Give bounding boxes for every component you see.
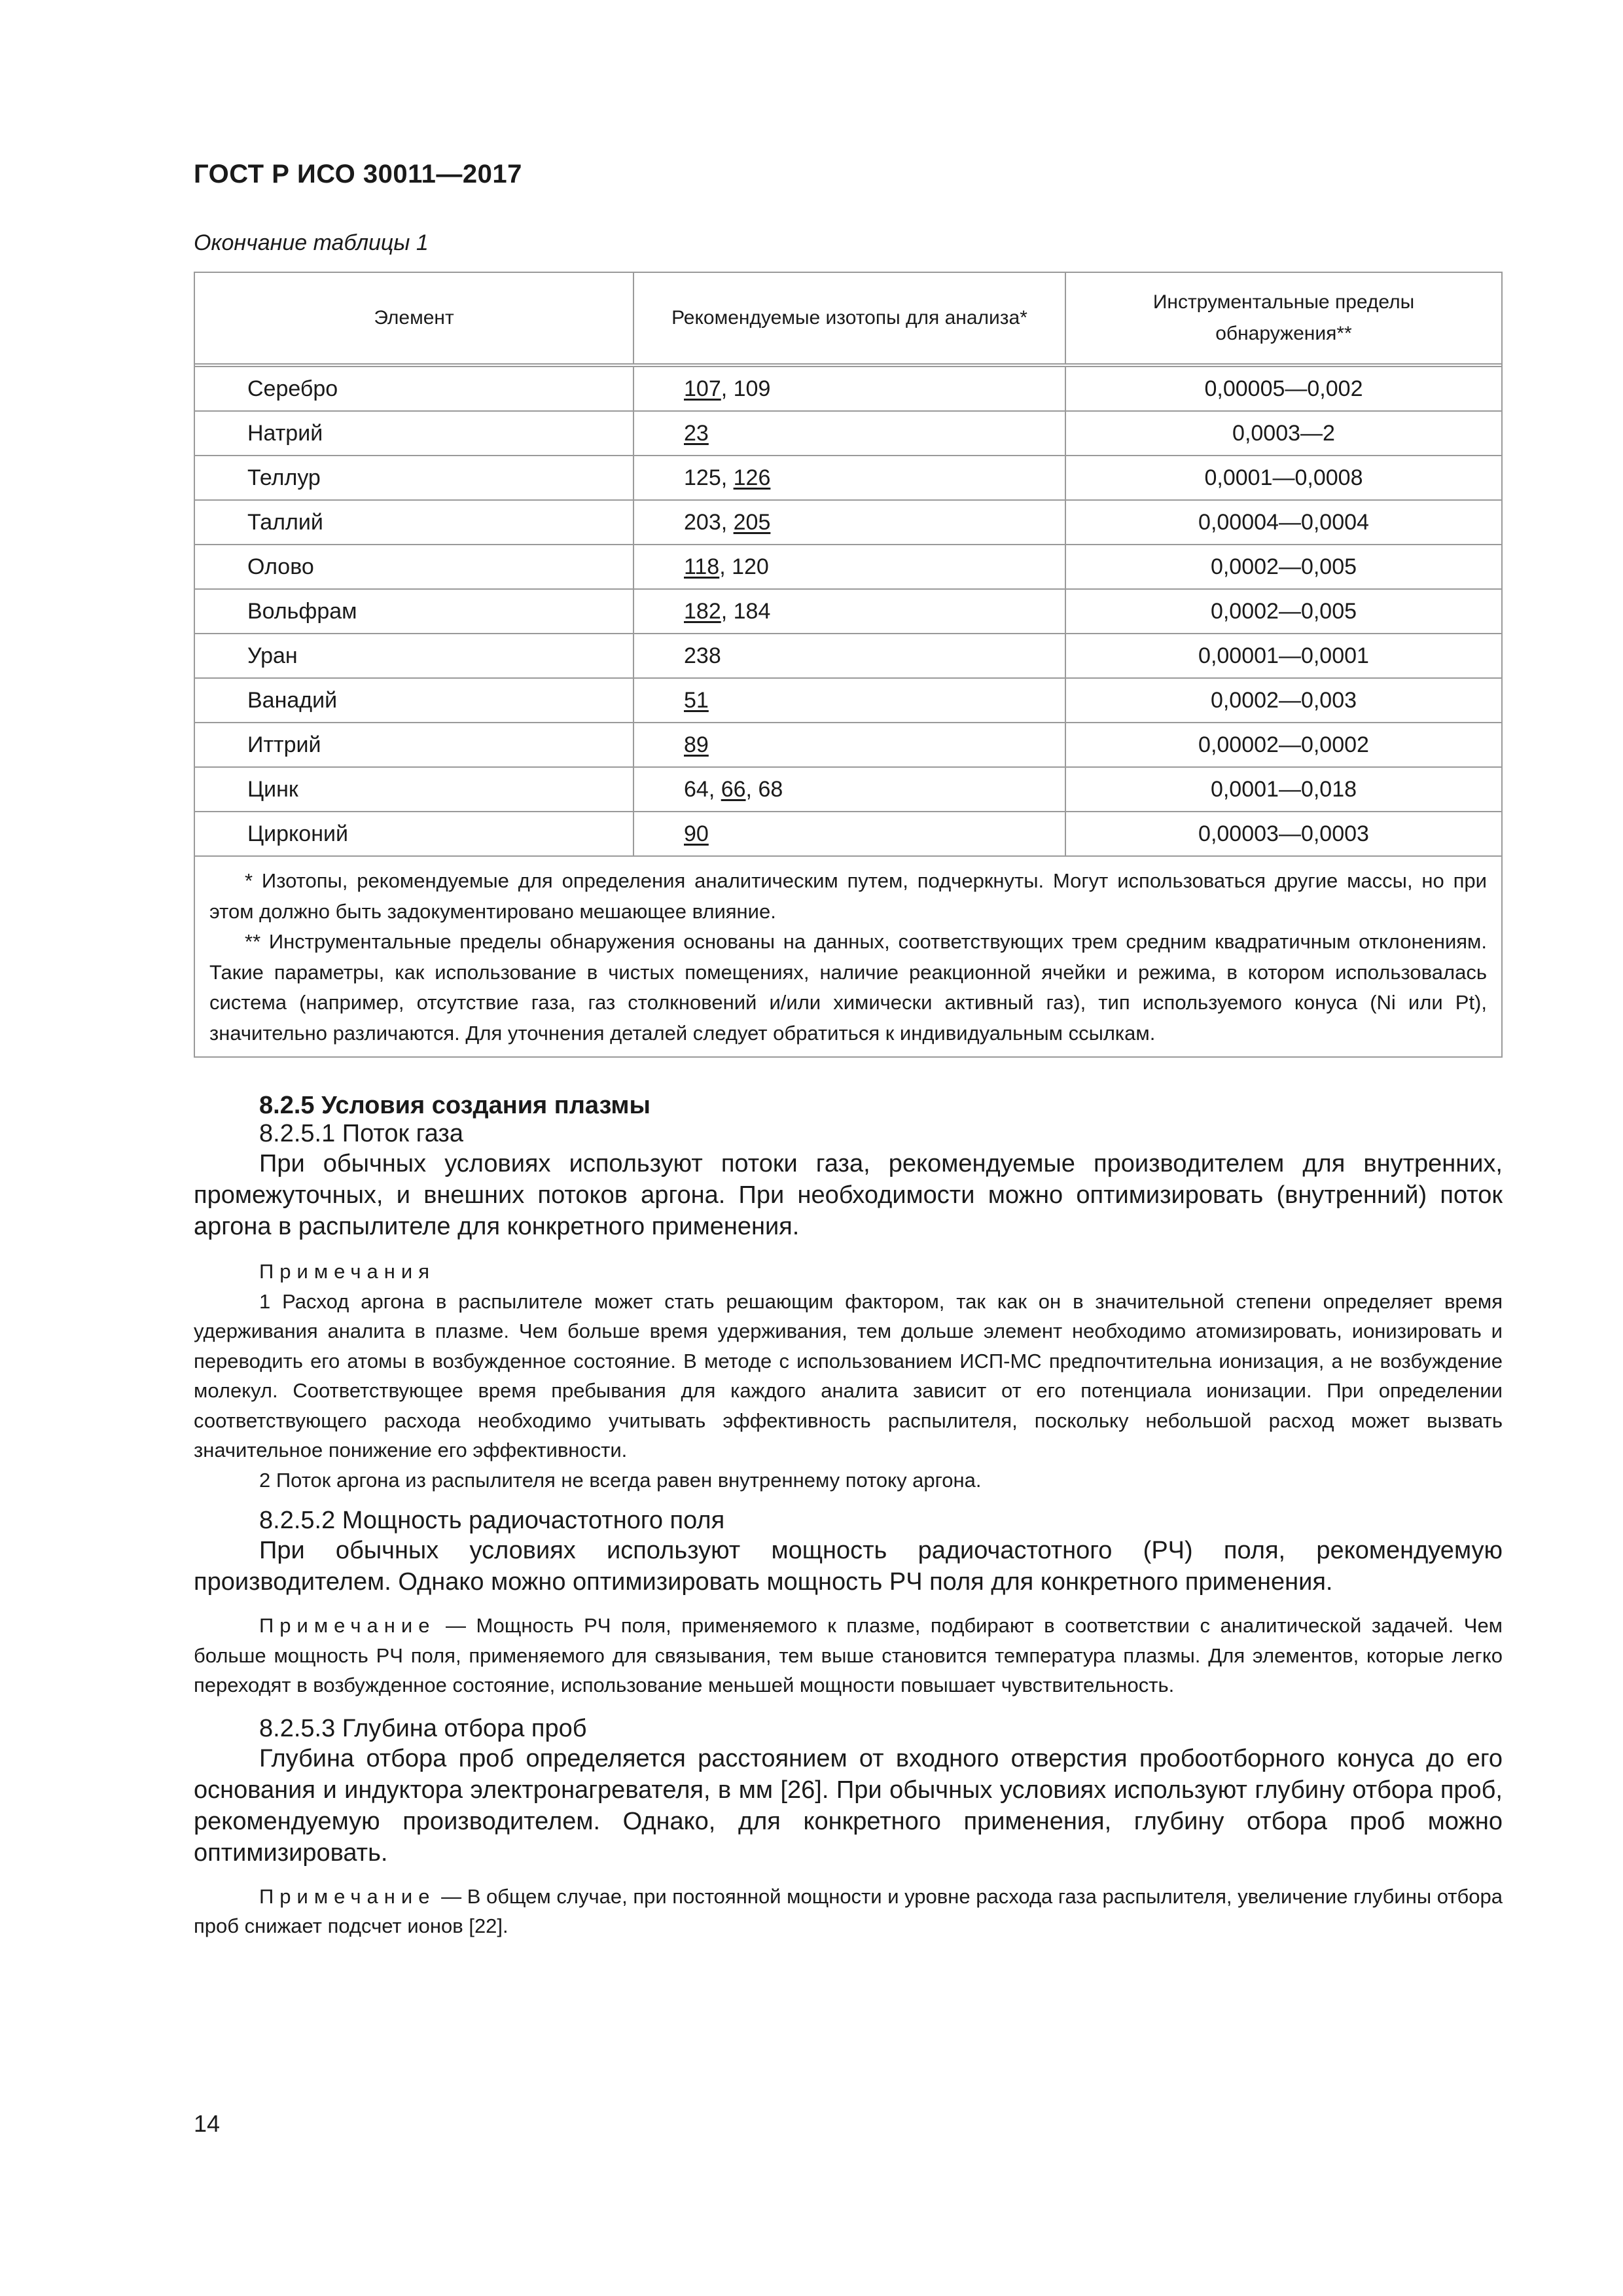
cell-element: Вольфрам xyxy=(195,589,633,634)
cell-element: Уран xyxy=(195,634,633,678)
table-row xyxy=(195,500,1501,545)
cell-element: Цирконий xyxy=(195,812,633,856)
isotope-recommended: 126 xyxy=(733,465,771,490)
isotope-recommended: 89 xyxy=(684,732,709,757)
isotope-plain: 203, xyxy=(684,509,734,535)
cell-isotopes xyxy=(633,767,1065,812)
table-footnotes xyxy=(195,857,1501,1056)
isotope-recommended: 66 xyxy=(721,776,746,802)
isotope-recommended: 205 xyxy=(733,509,771,535)
cell-limits: 0,00005—0,002 xyxy=(1065,365,1501,411)
cell-isotopes xyxy=(633,723,1065,767)
cell-limits: 0,0002—0,005 xyxy=(1065,589,1501,634)
document-header: ГОСТ Р ИСО 30011—2017 xyxy=(194,160,522,188)
isotope-plain: 238 xyxy=(684,643,721,668)
table-header-row xyxy=(195,273,1501,365)
sampling-depth-paragraph: Глубина отбора проб определяется расстоянием от входного отверстия пробоотборного конуса до его основания и индуктора электронагревателя, в мм [26]. При обычных условиях используют глубину отбора проб, рекомендуемую производителем. Однако, для конкретного применения, глубину отбора проб можно оптимизировать. xyxy=(194,1744,1503,1867)
section-8-2-5 xyxy=(194,1092,1503,1941)
table-row xyxy=(195,812,1501,856)
cell-limits: 0,0003—2 xyxy=(1065,411,1501,456)
footnote-limits: ** Инструментальные пределы обнаружения основаны на данных, соответствующих трем средним квадратичным отклонениям. Такие параметры, как использование в чистых помещениях, наличие реакционной ячейки и режима, в котором использовалась система (например, отсутствие газа, газ столкновений и/или химически активный газ), тип используемого конуса (Ni или Pt), значительно различаются. Для уточнения деталей следует обратиться к индивидуальным ссылкам. xyxy=(209,930,1487,1045)
notes-label: Примечания xyxy=(259,1260,435,1283)
sampling-depth-note: Примечание — В общем случае, при постоянной мощности и уровне расхода газа распылителя, увеличение глубины отбора проб снижает подсчет ионов [22]. xyxy=(194,1884,1503,1937)
cell-limits: 0,00003—0,0003 xyxy=(1065,812,1501,856)
footnote-isotopes: * Изотопы, рекомендуемые для определения аналитическим путем, подчеркнуты. Могут использоваться другие массы, но при этом должно быть задокументировано мешающее влияние. xyxy=(209,869,1487,923)
table-row xyxy=(195,723,1501,767)
cell-limits: 0,00001—0,0001 xyxy=(1065,634,1501,678)
isotopes-table xyxy=(194,272,1503,1058)
cell-element: Ванадий xyxy=(195,678,633,723)
cell-element: Цинк xyxy=(195,767,633,812)
column-header-isotopes: Рекомендуемые изотопы для анализа* xyxy=(633,273,1065,365)
cell-isotopes xyxy=(633,678,1065,723)
section-heading: 8.2.5 Условия создания плазмы xyxy=(259,1092,651,1119)
gas-flow-paragraph: При обычных условиях используют потоки газа, рекомендуемые производителем для внутренних, промежуточных, и внешних потоков аргона. При необходимости можно оптимизировать (внутренний) поток аргона в распылителе для конкретного применения. xyxy=(194,1150,1503,1240)
cell-isotopes xyxy=(633,634,1065,678)
cell-limits: 0,00004—0,0004 xyxy=(1065,500,1501,545)
table-row xyxy=(195,678,1501,723)
table-row xyxy=(195,767,1501,812)
cell-element: Олово xyxy=(195,545,633,589)
rf-power-paragraph: При обычных условиях используют мощность радиочастотного (РЧ) поля, рекомендуемую производителем. Однако можно оптимизировать мощность РЧ поля для конкретного применения. xyxy=(194,1537,1503,1596)
table-row xyxy=(195,589,1501,634)
cell-limits: 0,0002—0,005 xyxy=(1065,545,1501,589)
table-row xyxy=(195,411,1501,456)
cell-isotopes xyxy=(633,812,1065,856)
isotope-plain: , 109 xyxy=(721,376,771,401)
isotope-recommended: 118 xyxy=(684,554,720,579)
note-1: 1 Расход аргона в распылителе может стать решающим фактором, так как он в значительной степени определяет время удерживания аналита в плазме. Чем больше время удерживания, тем дольше элемент необходимо атомизировать, ионизировать и переводить его атомы в возбужденное состояние. В методе с использованием ИСП-МС предпочтительна ионизация, а не возбуждение молекул. Соответствующее время пребывания для каждого аналита зависит от его потенциала ионизации. При определении соответствующего расхода необходимо учитывать эффективность распылителя, поскольку небольшой расход может вызвать значительное понижение его эффективности. xyxy=(194,1289,1503,1462)
cell-element: Теллур xyxy=(195,456,633,500)
subsection-heading-gas-flow: 8.2.5.1 Поток газа xyxy=(259,1120,463,1147)
column-header-limits-text: Инструментальные пределы обнаружения** xyxy=(1152,291,1415,344)
cell-element: Натрий xyxy=(195,411,633,456)
cell-isotopes xyxy=(633,589,1065,634)
page-number: 14 xyxy=(194,2110,221,2137)
table-caption: Окончание таблицы 1 xyxy=(194,230,429,255)
cell-isotopes xyxy=(633,545,1065,589)
note-2: 2 Поток аргона из распылителя не всегда равен внутреннему потоку аргона. xyxy=(259,1468,982,1492)
column-header-element: Элемент xyxy=(195,273,633,365)
subsection-heading-sampling-depth: 8.2.5.3 Глубина отбора проб xyxy=(259,1714,587,1742)
isotope-recommended: 107 xyxy=(684,376,721,401)
isotope-plain: , 184 xyxy=(721,598,771,624)
cell-isotopes xyxy=(633,365,1065,411)
cell-element: Таллий xyxy=(195,500,633,545)
cell-element: Иттрий xyxy=(195,723,633,767)
isotope-recommended: 23 xyxy=(684,420,709,446)
cell-isotopes xyxy=(633,456,1065,500)
cell-isotopes xyxy=(633,500,1065,545)
table-row xyxy=(195,456,1501,500)
cell-limits: 0,0002—0,003 xyxy=(1065,678,1501,723)
cell-isotopes xyxy=(633,411,1065,456)
isotope-recommended: 51 xyxy=(684,687,709,713)
isotope-recommended: 182 xyxy=(684,598,721,624)
rf-power-note: Примечание — Мощность РЧ поля, применяемого к плазме, подбирают в соответствии с аналитической задачей. Чем больше мощность РЧ поля, применяемого для связывания, тем выше становится температура плазмы. Для элементов, которые легко переходят в возбужденное состояние, использование меньшей мощности повышает чувствительность. xyxy=(194,1614,1503,1696)
table-row xyxy=(195,545,1501,589)
isotope-plain: 125, xyxy=(684,465,734,490)
isotope-plain: 64, xyxy=(684,776,721,802)
column-header-limits xyxy=(1065,273,1501,365)
cell-element: Серебро xyxy=(195,365,633,411)
cell-limits: 0,0001—0,018 xyxy=(1065,767,1501,812)
subsection-heading-rf-power: 8.2.5.2 Мощность радиочастотного поля xyxy=(259,1507,725,1534)
isotope-plain: , 68 xyxy=(745,776,783,802)
cell-limits: 0,0001—0,0008 xyxy=(1065,456,1501,500)
cell-limits: 0,00002—0,0002 xyxy=(1065,723,1501,767)
table-row xyxy=(195,365,1501,411)
isotope-plain: , 120 xyxy=(719,554,769,579)
isotope-recommended: 90 xyxy=(684,821,709,846)
table-row xyxy=(195,634,1501,678)
